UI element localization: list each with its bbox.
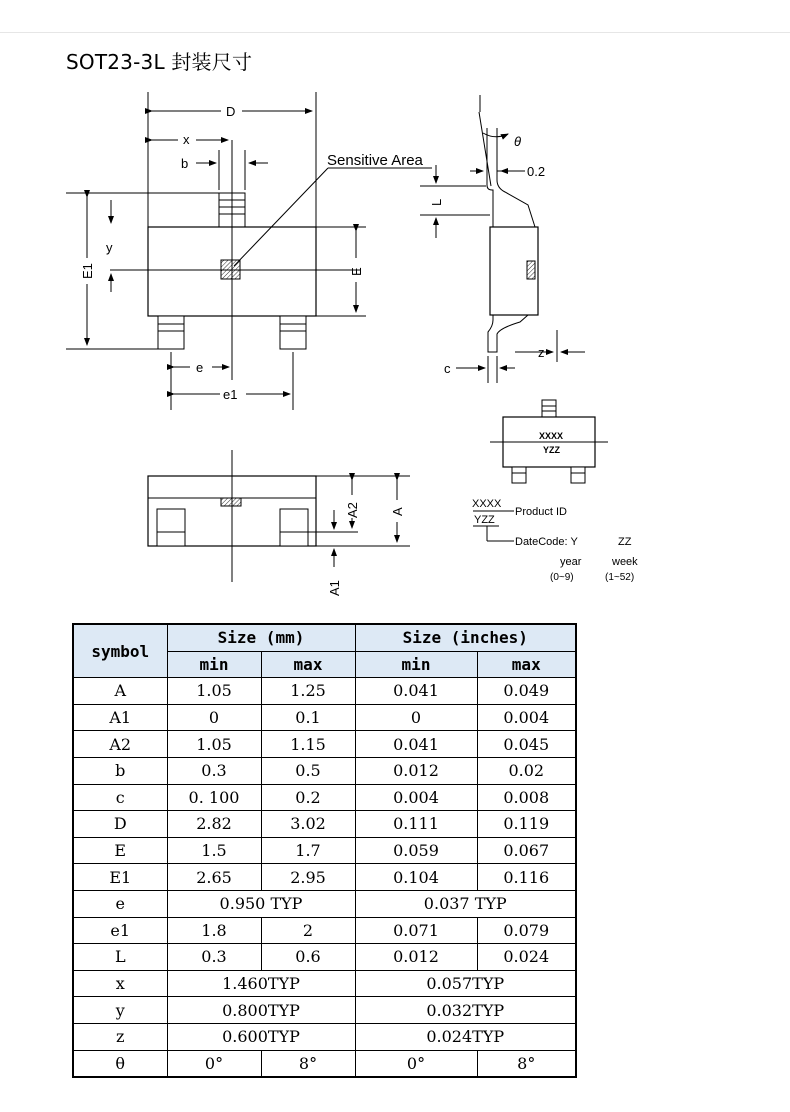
front-view [148,450,410,582]
top-view [66,92,432,410]
label-b: b [181,156,189,171]
cell-symbol: E1 [73,864,167,891]
cell-in-min: 0.004 [355,784,477,811]
cell-mm-min: 2.82 [167,811,261,838]
cell-in-min: 0.041 [355,678,477,705]
cell-in-min: 0 [355,704,477,731]
cell-in-max: 0.116 [477,864,576,891]
cell-in-min: 0.104 [355,864,477,891]
front-view-labels [327,502,405,596]
table-row [73,890,576,917]
cell-mm-min: 0.3 [167,757,261,784]
label-D: D [226,104,236,119]
cell-mm-max: 0.5 [261,757,355,784]
legend-yzz: YZZ [474,514,495,526]
label-E1: E1 [80,263,95,279]
cell-mm-typ: 0.800TYP [167,997,355,1024]
table-row [73,1023,576,1050]
cell-symbol: c [73,784,167,811]
chip-mark-line2: YZZ [543,445,560,455]
table-row [73,837,576,864]
cell-in-typ: 0.037 TYP [355,890,576,917]
label-y: y [106,240,113,255]
legend-week: week [612,556,638,568]
cell-symbol: θ [73,1050,167,1077]
cell-mm-max: 1.25 [261,678,355,705]
label-z: z [538,345,545,360]
cell-mm-min: 1.05 [167,731,261,758]
label-E: E [349,267,364,276]
cell-mm-min: 0.3 [167,944,261,971]
label-A: A [390,507,405,516]
cell-symbol: b [73,757,167,784]
table-row [73,997,576,1024]
cell-mm-max: 2 [261,917,355,944]
cell-symbol: e1 [73,917,167,944]
cell-in-min: 0° [355,1050,477,1077]
cell-mm-typ: 0.600TYP [167,1023,355,1050]
cell-in-min: 0.012 [355,757,477,784]
cell-symbol: e [73,890,167,917]
cell-in-max: 8° [477,1050,576,1077]
table-row [73,704,576,731]
table-row [73,678,576,705]
legend-week-range: (1~52) [605,572,635,583]
label-e1: e1 [223,387,238,402]
cell-in-typ: 0.057TYP [355,970,576,997]
label-sensitive-area: Sensitive Area [327,152,423,169]
cell-in-max: 0.045 [477,731,576,758]
cell-mm-max: 8° [261,1050,355,1077]
cell-symbol: A1 [73,704,167,731]
header-in-max: max [477,651,576,678]
label-theta: θ [514,134,522,149]
cell-in-min: 0.111 [355,811,477,838]
header-size-inches: Size (inches) [355,624,576,651]
cell-in-typ: 0.032TYP [355,997,576,1024]
cell-mm-max: 0.6 [261,944,355,971]
table-row [73,757,576,784]
label-A2: A2 [345,502,360,518]
cell-in-max: 0.024 [477,944,576,971]
header-mm-max: max [261,651,355,678]
cell-mm-min: 0 [167,704,261,731]
cell-in-max: 0.004 [477,704,576,731]
cell-mm-min: 1.05 [167,678,261,705]
cell-mm-min: 1.8 [167,917,261,944]
header-size-mm: Size (mm) [167,624,355,651]
cell-in-max: 0.049 [477,678,576,705]
cell-in-typ: 0.024TYP [355,1023,576,1050]
legend-zz: ZZ [618,536,632,548]
cell-mm-min: 1.5 [167,837,261,864]
cell-mm-min: 2.65 [167,864,261,891]
cell-in-min: 0.041 [355,731,477,758]
cell-mm-max: 1.7 [261,837,355,864]
cell-in-max: 0.02 [477,757,576,784]
table-row [73,917,576,944]
table-row [73,864,576,891]
chip-mark-line1: XXXX [539,431,564,441]
legend-datecode: DateCode: Y [515,536,578,548]
cell-mm-max: 1.15 [261,731,355,758]
cell-symbol: L [73,944,167,971]
marking-labels [472,431,638,583]
header-symbol: symbol [73,624,167,678]
label-0-2: 0.2 [527,164,546,179]
cell-mm-min: 0. 100 [167,784,261,811]
table-body [73,678,576,1077]
cell-mm-typ: 1.460TYP [167,970,355,997]
cell-symbol: z [73,1023,167,1050]
side-view [420,95,585,383]
table-row [73,1050,576,1077]
cell-symbol: y [73,997,167,1024]
cell-mm-typ: 0.950 TYP [167,890,355,917]
table-row [73,970,576,997]
cell-symbol: E [73,837,167,864]
cell-mm-max: 0.1 [261,704,355,731]
table-row [73,944,576,971]
cell-mm-max: 3.02 [261,811,355,838]
label-L: L [429,198,444,206]
cell-in-max: 0.119 [477,811,576,838]
label-e: e [196,360,204,375]
cell-in-min: 0.059 [355,837,477,864]
table-row [73,784,576,811]
label-c: c [444,361,451,376]
cell-mm-max: 0.2 [261,784,355,811]
cell-symbol: D [73,811,167,838]
legend-product-id: Product ID [515,506,567,518]
header-mm-min: min [167,651,261,678]
table-row [73,811,576,838]
cell-mm-min: 0° [167,1050,261,1077]
legend-year: year [560,556,582,568]
cell-in-max: 0.067 [477,837,576,864]
dimensions-table [72,623,577,1078]
legend-xxxx: XXXX [472,498,502,510]
label-x: x [183,132,190,147]
legend-year-range: (0~9) [550,572,574,583]
cell-symbol: x [73,970,167,997]
header-in-min: min [355,651,477,678]
cell-in-max: 0.008 [477,784,576,811]
cell-mm-max: 2.95 [261,864,355,891]
cell-in-min: 0.071 [355,917,477,944]
label-A1: A1 [327,580,342,596]
table-row [73,731,576,758]
cell-in-max: 0.079 [477,917,576,944]
page-title: SOT23-3L 封装尺寸 [66,50,253,74]
cell-in-min: 0.012 [355,944,477,971]
cell-symbol: A [73,678,167,705]
cell-symbol: A2 [73,731,167,758]
